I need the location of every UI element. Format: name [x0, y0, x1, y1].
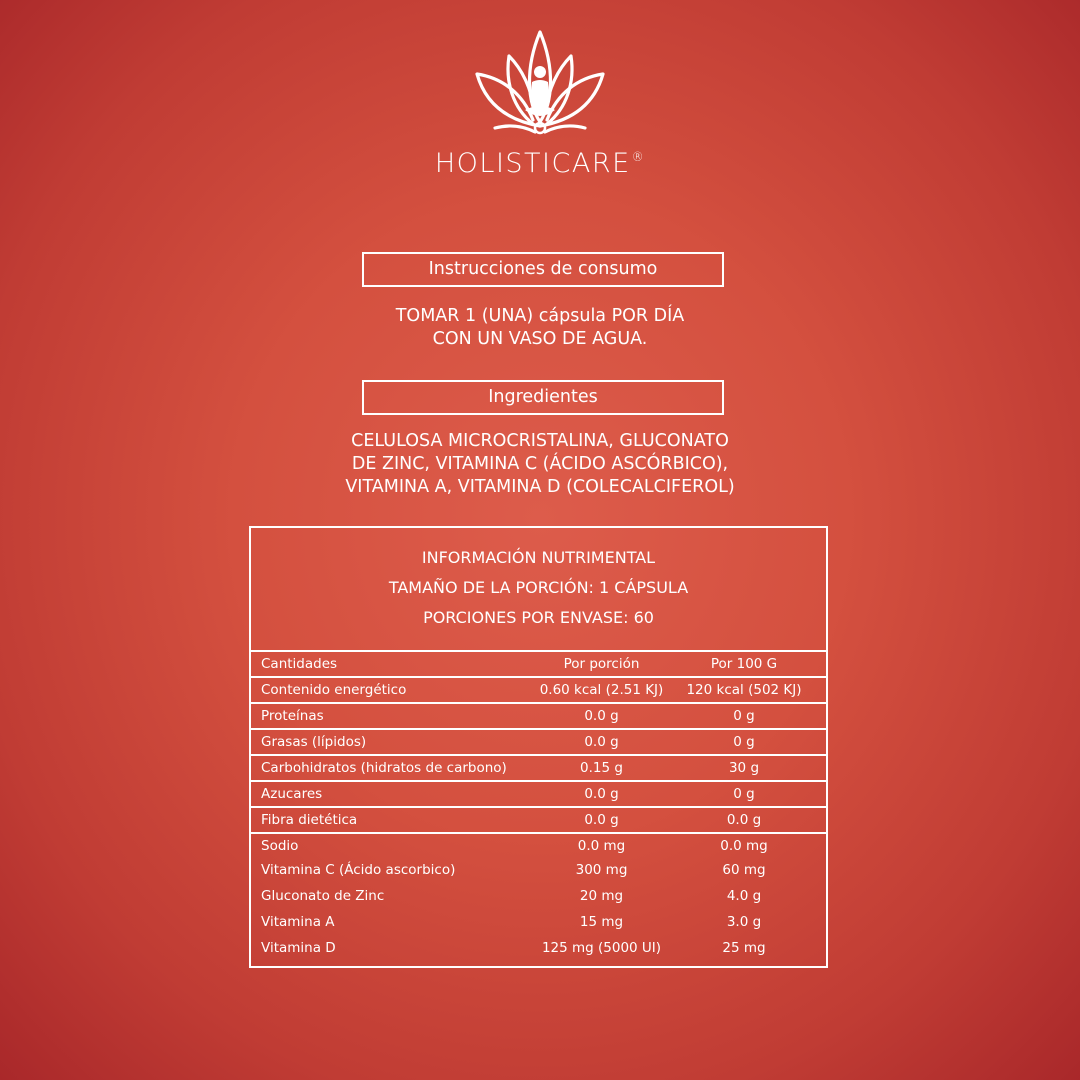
nutrient-name: Vitamina D	[261, 940, 336, 956]
column-header-amounts: Cantidades	[261, 656, 338, 672]
per-100g-value: 0.0 mg	[720, 838, 768, 854]
column-header-per-100g: Por 100 G	[710, 656, 778, 672]
nutrient-name: Gluconato de Zinc	[261, 888, 385, 904]
per-serving-value: 0.0 mg	[577, 838, 626, 854]
per-100g-value: 0 g	[733, 786, 755, 802]
table-row	[251, 702, 826, 728]
per-100g-value: 0 g	[733, 708, 755, 724]
nutrition-rows	[251, 650, 826, 962]
table-row	[251, 676, 826, 702]
nutrient-name: Contenido energético	[261, 682, 407, 698]
nutrition-title: INFORMACIÓN NUTRIMENTAL	[421, 548, 656, 567]
per-100g-value: 25 mg	[722, 940, 766, 956]
instructions-heading: Instrucciones de consumo	[362, 252, 724, 287]
table-row	[251, 884, 826, 910]
nutrient-name: Sodio	[261, 838, 299, 854]
table-row	[251, 754, 826, 780]
per-serving-value: 0.15 g	[580, 760, 623, 776]
per-100g-value: 0.0 g	[726, 812, 762, 828]
per-serving-value: 20 mg	[579, 888, 624, 904]
per-serving-value: 15 mg	[579, 914, 624, 930]
table-row	[251, 936, 826, 962]
table-row	[251, 728, 826, 754]
nutrient-name: Carbohidratos (hidratos de carbono)	[261, 760, 507, 776]
per-100g-value: 60 mg	[722, 862, 766, 878]
per-100g-value: 120 kcal (502 KJ)	[686, 682, 802, 698]
table-row	[251, 832, 826, 858]
serving-size: TAMAÑO DE LA PORCIÓN: 1 CÁPSULA	[388, 578, 689, 597]
per-serving-value: 0.0 g	[584, 734, 619, 750]
nutrient-name: Proteínas	[261, 708, 324, 724]
column-header-per-serving: Por porción	[563, 656, 640, 672]
nutrient-name: Vitamina C (Ácido ascorbico)	[261, 862, 456, 878]
per-serving-value: 0.60 kcal (2.51 KJ)	[539, 682, 664, 698]
table-header-row	[251, 650, 826, 676]
nutrient-name: Grasas (lípidos)	[261, 734, 367, 750]
servings-per-container: PORCIONES POR ENVASE: 60	[423, 608, 654, 627]
nutrient-name: Fibra dietética	[261, 812, 358, 828]
instructions-text: TOMAR 1 (UNA) cápsula POR DÍA CON UN VASO DE AGUA.	[395, 306, 685, 349]
registered-mark: ®	[631, 150, 646, 164]
table-row	[251, 858, 826, 884]
table-row	[251, 806, 826, 832]
per-serving-value: 300 mg	[575, 862, 628, 878]
brand-name-text: HOLISTICARE	[434, 148, 631, 179]
table-row	[251, 780, 826, 806]
per-100g-value: 4.0 g	[726, 888, 762, 904]
per-100g-value: 0 g	[733, 734, 755, 750]
lotus-logo-icon	[475, 28, 605, 138]
per-serving-value: 0.0 g	[584, 812, 619, 828]
per-serving-value: 125 mg (5000 UI)	[541, 940, 662, 956]
nutrient-name: Vitamina A	[261, 914, 335, 930]
nutrition-facts-table	[249, 526, 828, 968]
brand-name	[0, 148, 1080, 179]
per-serving-value: 0.0 g	[584, 708, 619, 724]
ingredients-text: CELULOSA MICROCRISTALINA, GLUCONATO DE ZINC, VITAMINA C (ÁCIDO ASCÓRBICO), VITAMINA A, VITAMINA D (COLECALCIFEROL)	[345, 431, 735, 497]
table-row	[251, 910, 826, 936]
ingredients-heading: Ingredientes	[362, 380, 724, 415]
per-serving-value: 0.0 g	[584, 786, 619, 802]
nutrient-name: Azucares	[261, 786, 323, 802]
per-100g-value: 30 g	[728, 760, 760, 776]
per-100g-value: 3.0 g	[726, 914, 762, 930]
